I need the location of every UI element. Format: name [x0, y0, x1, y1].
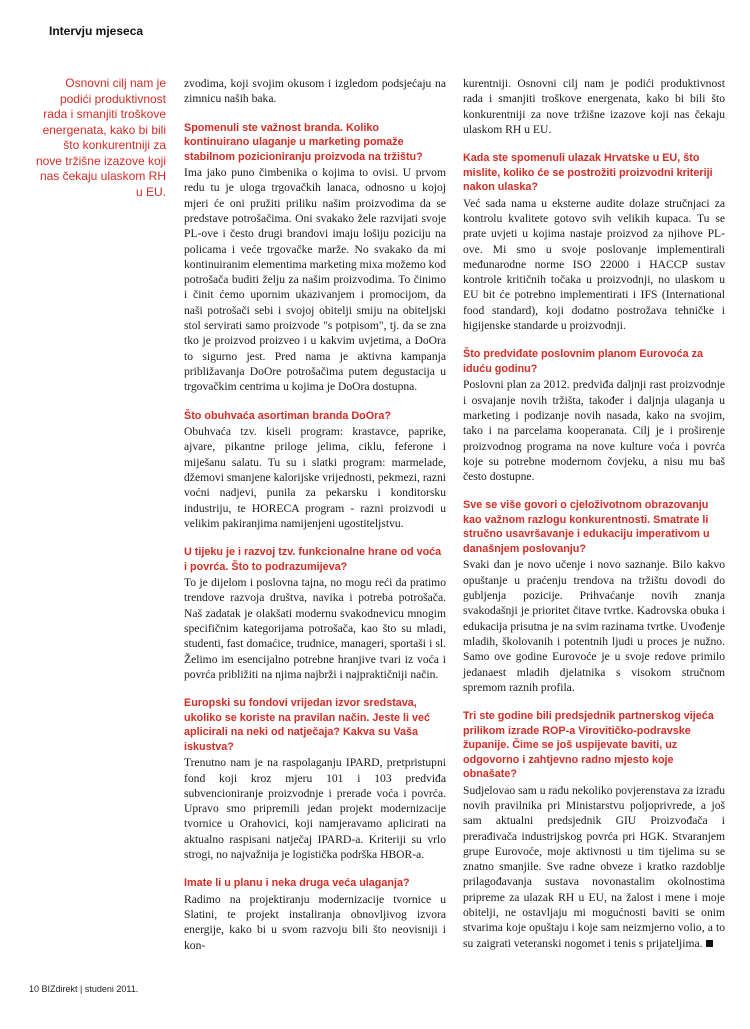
question-heading: Kada ste spomenuli ulazak Hrvatske u EU, što mislite, koliko će se postrožiti proizvodni kriteriji nakon ulaska?: [463, 152, 713, 194]
end-of-article-mark: [706, 940, 713, 947]
question-heading: Tri ste godine bili predsjednik partnerskog vijeća prilikom izrade ROP-a Virovitičko-podravske županije. Čime se još uspijevate baviti, uz odgovorno i zahtjevno radno mjesto koje obnašate?: [463, 710, 714, 781]
answer-paragraph: [463, 783, 725, 951]
page-footer: 10 BIZdirekt | studeni 2011.: [29, 984, 139, 994]
answer-paragraph: Već sada nama u eksterne audite dolaze stručnjaci za kontrolu kvalitete gotovo svih velikih kupaca. Tu se prate uvjeti u kojima nastaje proizvod za njihove PL-ove. Mi smo u svoje poslovanje implementirali međunarodne norme ISO 22000 i HACCP sustav kontrole kritičnih točaka u proizvodnji, no ulaskom u EU bit će potrebno implementirati i IFS (International food standard), koji dodatno postrožava tehničke i higijenske standarde u proizvodnji.: [463, 196, 725, 333]
question-heading: Europski su fondovi vrijedan izvor sredstava, ukoliko se koriste na pravilan način. Jeste li već aplicirali na neki od natječaja? Kakva su Vaša iskustva?: [184, 697, 431, 753]
question-heading: Spomenuli ste važnost branda. Koliko kontinuirano ulaganje u marketing pomaže stabilnom pozicioniranju proizvoda na tržištu?: [184, 121, 423, 163]
paragraph: zvodima, koji svojim okusom i izgledom podsjećaju na zimnicu naših baka.: [184, 77, 446, 106]
answer-paragraph: Svaki dan je novo učenje i novo saznanje. Bilo kakvo opuštanje u praćenju trendova na tržištu dovodi do gubljenja pozicije. Prihvaćanje novih znanja svakodašnji je prioritet čitave tvrtke. Kadrovska obuka i edukacija prisutna je na svim razinama tvrtke. Uvođenje mladih, školovanih i potentnih ljudi u proces je nužno. Samo ove godine Eurovoće je u svoje redove primilo jedanaest mladih djelatnika s visokom stručnom spremom raznih profila.: [463, 558, 725, 694]
question-heading: U tijeku je i razvoj tzv. funkcionalne hrane od voća i povrća. Što to podrazumijeva?: [184, 546, 442, 573]
answer-paragraph: Obuhvaća tzv. kiseli program: krastavce, paprike, ajvare, pikantne priloge jelima, ciklu, feferone i miješanu salatu. Tu su i slatki program: marmelade, džemovi smanjene kalorijske vrijednosti, pekmezi, razni voćni nadjevi, punila za pekarsku i konditorsku industriju, te HORECA program - razni proizvodi u velikim pakiranjima namijenjeni ugostiteljstvu.: [184, 425, 446, 530]
answer-text: Sudjelovao sam u radu nekoliko povjerenstava za izradu novih pravilnika pri Ministarstvu poljoprivrede, a još sam aktualni predsjednik GIU Proizvođača i prerađivača industrijskog povrća pri HGK. Stvaranjem grupe Eurovoće, moje aktivnosti u tim tijelima su se znatno smanjile. Sve radne obveze i kratko razdoblje prilagođavanja sustava novonastalim okolnostima pripreme za ulazak RH u EU, na žalost i mene i moje obitelji, ne ostavljaju mi mogućnosti baviti se onim stvarima koje opuštaju i koje sam neizmjerno volio, a to su zaigrati veteranski nogomet i tenis s prijateljima.: [463, 783, 725, 950]
answer-paragraph: Radimo na projektiranju modernizacije tvornice u Slatini, te projekt instaliranja obnovljivog izvora energije, kako bi u svom razvoju bili što neovisniji i kon-: [184, 892, 446, 952]
question-heading: Sve se više govori o cjeloživotnom obrazovanju kao važnom razlogu konkurentnosti. Smatrate li stručno usavršavanje i edukaciju imperativom u današnjem poslovanju?: [463, 499, 710, 555]
section-label: Intervju mjeseca: [49, 24, 144, 38]
pull-quote: Osnovni cilj nam je podići produktivnost rada i smanjiti troškove energenata, kako bi bili što konkurentniji za nove tržišne izazove koji nas čekaju ulaskom RH u EU.: [35, 76, 166, 199]
article-column-right: [463, 76, 725, 951]
question-heading: Što predviđate poslovnim planom Eurovoća za iduću godinu?: [463, 348, 703, 375]
paragraph: kurentniji. Osnovni cilj nam je podići produktivnost rada i smanjiti troškove energenata, kako bi bili što konkurentniji za nove tržišne izazove koji nas čekaju ulaskom RH u EU.: [463, 77, 725, 136]
question-heading: Što obuhvaća asortiman branda DoOra?: [184, 409, 391, 422]
answer-paragraph: To je dijelom i poslovna tajna, no mogu reći da pratimo trendove razvoja društva, navika i potreba potrošača. Naš zadatak je olakšati modernu svakodnevicu mnogim specifičnim kategorijama potrošača, kao što su mladi, studenti, fast domaćice, trudnice, manageri, sportaši i sl. Želimo im esencijalno potrebne hranjive tvari iz voća i povrća približiti na njima najbrži i najpraktičniji način.: [184, 576, 446, 681]
answer-paragraph: Trenutno nam je na raspolaganju IPARD, pretpristupni fond koji kroz mjeru 101 i 103 predviđa subvencioniranje proizvodnje i prerade voća i povrća. Upravo smo pripremili jedan projekt modernizacije tvornice u Orahovici, koji namjeravamo aplicirati na aktualno raspisani natječaj IPARD-a. Kriteriji su vrlo strogi, no najvažnija je logistička podrška HBOR-a.: [184, 756, 446, 861]
article-column-middle: [184, 76, 446, 953]
answer-paragraph: Ima jako puno čimbenika o kojima to ovisi. U prvom redu tu je uloga trgovačkih lanaca, odnosno u kojoj mjeri će oni pružiti priliku našim proizvodima da se predstave potrošačima. Oni svakako žele razvijati svoje PL-ove i često drugi brandovi imaju lošiju poziciju na policama i veće trgovačke marže. No svakako da mi kontinuiranim elementima marketing mixa možemo kod potrošača buditi želju za našim proizvodima. To činimo i činit ćemo upornim ukazivanjem i promocijom, da naši potrošači sebi i svojoj obitelji smiju na obiteljski stol servirati samo proizvode "s potpisom", tj. da se zna tko je proizvod proizveo i u kakvim uvjetima, a DoOra to sigurno jest. Pred nama je aktivna kampanja približavanja DoOre potrošačima putem degustacija u trgovačkim centrima u kojima je DoOra dostupna.: [184, 166, 446, 394]
question-heading: Imate li u planu i neka druga veća ulaganja?: [184, 877, 410, 890]
answer-paragraph: Poslovni plan za 2012. predviđa daljnji rast proizvodnje i osvajanje novih tržišta, također i daljnja ulaganja u marketing i podizanje novih nasada, kako na svojim, tako i na parcelama kooperanata. Cilj je i proširenje proizvodnog programa na nove kulture voća i povrća koje su potrebne modernom čovjeku, a nisu mu baš često dostupne.: [463, 378, 725, 484]
